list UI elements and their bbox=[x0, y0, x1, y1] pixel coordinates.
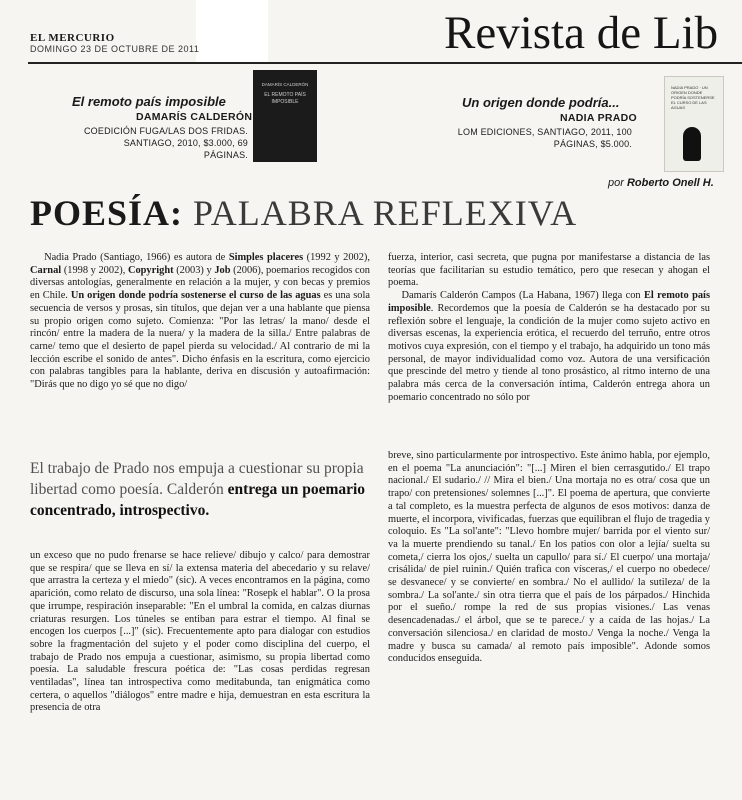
headline-strong: POESÍA: bbox=[30, 193, 184, 233]
book1-cover-title: EL REMOTO PAÍS IMPOSIBLE bbox=[264, 92, 306, 105]
book2-author: NADIA PRADO bbox=[560, 112, 637, 124]
pull-quote bbox=[30, 458, 376, 521]
book1-cover-author: DAMARÍS CALDERÓN bbox=[261, 82, 309, 87]
paragraph: Damarís Calderón Campos (La Habana, 1967) llega con El remoto país imposible. Recordemos que la poesía de Calderón se ha destacado por su reflexión sobre el lenguaje, la condición de la mujer como sujeto activo en diversas escenas, la experiencia erótica, el recuerdo del terruño, entre otros motivos cuya expresión, con el tiempo y el trabajo, ha adquirido un tono más personal, de mayor individualidad como voz. Autora de una versificación que prescinde del metro y tiende al tono prosástico, al ritmo interno de una palabra más cerca de la conversación íntima, Calderón entrega ahora un poemario concentrado no sólo por bbox=[388, 290, 710, 403]
article-column-2 bbox=[388, 252, 710, 448]
dateline: DOMINGO 23 DE OCTUBRE DE 2011 bbox=[30, 44, 200, 54]
section-title: Revista de Lib bbox=[444, 7, 719, 59]
pull-quote-light: El trabajo de Prado nos empuja a cuestionar su propia libertad como poesía. Calderón bbox=[30, 460, 364, 498]
headline bbox=[30, 192, 577, 234]
book2-title: Un origen donde podría... bbox=[462, 95, 620, 110]
book2-details: PÁGINAS, $5.000. bbox=[553, 139, 632, 149]
book2-publication-info bbox=[432, 126, 632, 150]
book2-publisher: LOM EDICIONES, SANTIAGO, 2011, 100 bbox=[457, 127, 632, 137]
book1-publisher: COEDICIÓN FUGA/LAS DOS FRIDAS. bbox=[83, 126, 248, 136]
paragraph: un exceso que no pudo frenarse se hace relieve/ dibujo y calco/ para demostrar que se respira/ que se lleva en sí/ la extensa materia del abecedario y su relave/ que arrastra la certeza y el miedo" (sic). A veces encontramos en la página, como aparición, como relato de discurso, una sola línea: "Rosepk el hablar". O la prosa que irrumpe, respiración inseparable: "En el umbral la comida, en calzas diurnas criaturas resurgen. Los túneles se entiban para estrar el tiempo. Al final se encogen los cuerpos [...]" (sic). Frecuentemente apto para dialogar con estudios sobre la fragmentación del sujeto y el poder como disciplina del cuerpo, el trabajo de Prado nos empuja a cuestionar, asimismo, su propia libertad como poesía. La saludable frescura poética de: "Las cosas perdidas regresan ventiladas", línea tan introspectiva como meditabunda, tan enigmática como certera, o aquellos "diálogos" entre madre e hija, demuestran en esta escritura la presencia de otra bbox=[30, 550, 370, 714]
byline-prefix: por bbox=[608, 177, 624, 189]
book1-title: El remoto país imposible bbox=[72, 94, 226, 109]
book1-cover-image bbox=[253, 70, 317, 162]
book1-author: DAMARÍS CALDERÓN bbox=[136, 111, 253, 123]
byline-author: Roberto Onell H. bbox=[626, 177, 714, 189]
torn-paper-edge bbox=[196, 0, 268, 64]
paragraph: Nadia Prado (Santiago, 1966) es autora de Simples placeres (1992 y 2002), Carnal (1998 y 2002), Copyright (2003) y Job (2006), poemarios recogidos con diversas antologías, generalmente en relación a la mujer, y con becas y premios en Chile. Un origen donde podría sostenerse el curso de las aguas es una sola secuencia de versos y prosas, sin títulos, que dejan ver a una hablante que piensa su propio origen como sujeto. Comienza: "Por las letras/ la mano/ desde el rincón/ entre la madera de la nuera/ y la madera de la silla./ Entre palabras de carne/ temo que el desierto de papel pierda su velocidad./ Al contrario de mi la lección escribe el sonido de antes". Dicho énfasis en la escritura, como ejercicio con palabras tangibles para la hablante, deriva en discusión y autoafirmación: "Dirás que no digo yo sé que no digo/ bbox=[30, 252, 370, 391]
headline-light: PALABRA REFLEXIVA bbox=[193, 193, 578, 233]
header-divider bbox=[28, 62, 742, 64]
book2-cover-text: NADIA PRADO · UN ORIGEN DONDE PODRÍA SOSTENERSE EL CURSO DE LAS AGUAS bbox=[671, 85, 715, 110]
book1-details: SANTIAGO, 2010, $3.000, 69 PÁGINAS. bbox=[123, 138, 248, 160]
article-column-3 bbox=[30, 550, 370, 772]
book1-publication-info bbox=[80, 125, 248, 161]
book2-cover-figure bbox=[683, 127, 701, 161]
masthead: EL MERCURIO bbox=[30, 32, 115, 44]
book2-cover-image bbox=[664, 76, 724, 172]
paragraph: fuerza, interior, casi secreta, que pugna por manifestarse a distancia de las teorías que facilitarían su estudio temático, pero que resecan y ahogan el poema. bbox=[388, 252, 710, 289]
pull-quote-strong: entrega un poemario concentrado, introspectivo. bbox=[30, 481, 366, 519]
byline bbox=[608, 177, 714, 189]
article-column-4 bbox=[388, 450, 710, 772]
paragraph: breve, sino particularmente por introspectivo. Este ánimo habla, por ejemplo, en el poema "La anunciación": "[...] Miren el bien cerrasgutido./ El trapo nacional./ El sudario./ // Mira el bien./ Una mortaja no es otra/ cosa que un trapo/ con pretensiones/ solemnes [...]". El poema de apertura, que convierte a tal completo, es la muestra perfecta de algunos de esos motivos: danza de muerte, el incorpora, vivificadas, fuerzas que equilibran el flujo de tragedia y coloquio. Es "La sol'ante": "Llevo hombre mujer/ barrida por el viento sur/ va la muerte prendiendo su tanal./ En los patios con olor a lejía/ suelta su cometa,/ cierra los ojos,/ suelta un capullo/ para sí./ El cuerpo/ una mortaja/ crisálida/ de piel ruinin./ Quién trafica con vísceras,/ el cuerpo no obedece/ se desvanece/ y se convierte/ en sombra./ No el aullido/ la sutileza/ de la sombra./ La sol'ante./ sin otra tierra que el país de los párpados./ Hinchida por el sueño./ rompe la red de sus propias visiones./ Las venas desencadenadas./ el árbol, que se te parece./ y a caída de las hojas./ La conversación silenciosa./ en claridad de mosto./ Venga la noche./ Venga la madre y busca su camada/ al remoto país imposible". Adonde somos conducidos enseguida. bbox=[388, 450, 710, 665]
bleed-through-text bbox=[320, 66, 326, 89]
article-column-1 bbox=[30, 252, 370, 444]
